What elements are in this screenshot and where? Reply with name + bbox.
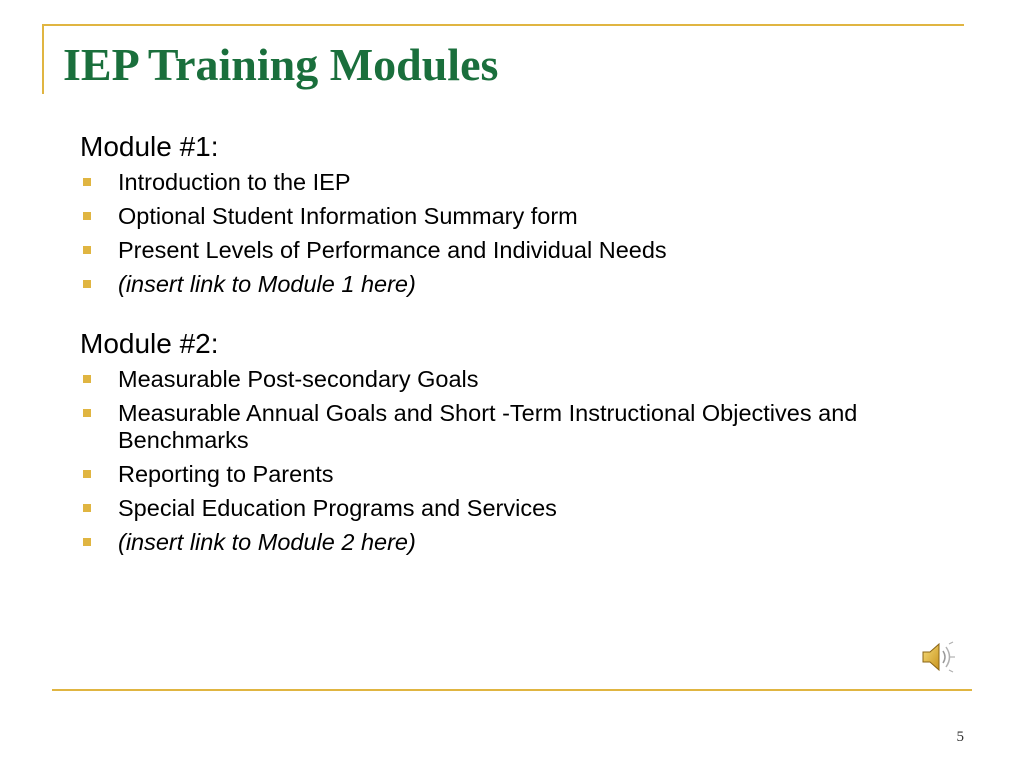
bullet-text: Measurable Post-secondary Goals xyxy=(118,366,479,392)
frame-left-rule xyxy=(42,24,44,94)
bullet-text: Present Levels of Performance and Individual Needs xyxy=(118,237,667,263)
page-number: 5 xyxy=(956,729,964,745)
square-bullet-icon xyxy=(83,409,91,417)
bullet-text: (insert link to Module 1 here) xyxy=(118,271,416,297)
square-bullet-icon xyxy=(83,212,91,220)
list-item xyxy=(80,461,880,488)
square-bullet-icon xyxy=(83,246,91,254)
module-2 xyxy=(80,324,880,556)
square-bullet-icon xyxy=(83,375,91,383)
bullet-text: Optional Student Information Summary form xyxy=(118,203,578,229)
bullet-text: Special Education Programs and Services xyxy=(118,495,557,521)
module-heading: Module #1: xyxy=(80,131,219,162)
bullet-text: Reporting to Parents xyxy=(118,461,334,487)
slide-content xyxy=(80,127,880,563)
module-heading: Module #2: xyxy=(80,328,219,359)
square-bullet-icon xyxy=(83,178,91,186)
list-item xyxy=(80,495,880,522)
slide-title: IEP Training Modules xyxy=(63,39,499,90)
square-bullet-icon xyxy=(83,538,91,546)
module-2-link-placeholder[interactable] xyxy=(80,529,880,556)
bullet-text: Introduction to the IEP xyxy=(118,169,351,195)
bullet-list xyxy=(80,366,880,556)
list-item xyxy=(80,169,880,196)
module-1-link-placeholder[interactable] xyxy=(80,271,880,298)
bullet-text: (insert link to Module 2 here) xyxy=(118,529,416,555)
module-1 xyxy=(80,127,880,298)
square-bullet-icon xyxy=(83,504,91,512)
list-item xyxy=(80,366,880,393)
speaker-icon-graphic xyxy=(920,640,956,674)
list-item xyxy=(80,203,880,230)
list-item xyxy=(80,237,880,264)
bullet-text: Measurable Annual Goals and Short -Term Instructional Objectives and Benchmarks xyxy=(118,400,858,453)
square-bullet-icon xyxy=(83,280,91,288)
frame-top-rule xyxy=(42,24,964,26)
frame-bottom-rule xyxy=(52,689,972,691)
bullet-list xyxy=(80,169,880,298)
list-item xyxy=(80,400,880,454)
speaker-icon[interactable] xyxy=(920,640,956,674)
square-bullet-icon xyxy=(83,470,91,478)
